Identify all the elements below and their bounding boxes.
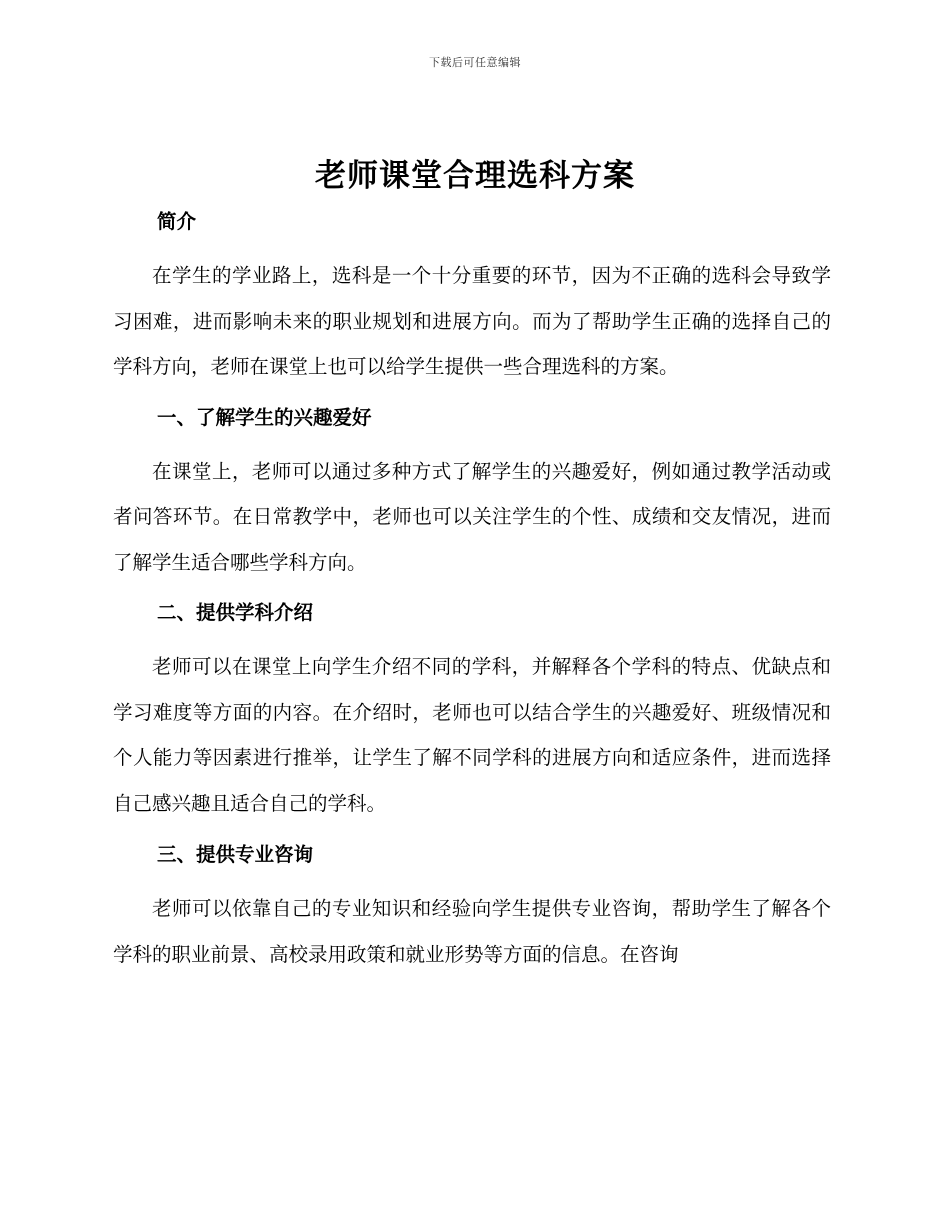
section-heading-professional-consulting: 三、提供专业咨询 bbox=[157, 843, 314, 866]
section-paragraph-professional-consulting: 老师可以依靠自己的专业知识和经验向学生提供专业咨询，帮助学生了解各个学科的职业前景、高校录用政策和就业形势等方面的信息。在咨询 bbox=[113, 897, 831, 966]
section-heading-understand-interests: 一、了解学生的兴趣爱好 bbox=[157, 405, 372, 429]
document-body bbox=[113, 203, 831, 977]
section-paragraph-understand-interests: 在课堂上，老师可以通过多种方式了解学生的兴趣爱好，例如通过教学活动或者问答环节。在日常教学中，老师也可以关注学生的个性、成绩和交友情况，进而了解学生适合哪些学科方向。 bbox=[113, 459, 831, 574]
section-heading-intro: 简介 bbox=[157, 210, 197, 233]
section-heading-subject-introduction: 二、提供学科介绍 bbox=[157, 601, 314, 624]
section-paragraph-subject-introduction: 老师可以在课堂上向学生介绍不同的学科，并解释各个学科的特点、优缺点和学习难度等方面的内容。在介绍时，老师也可以结合学生的兴趣爱好、班级情况和个人能力等因素进行推举，让学生了解不同学科的进展方向和适应条件，进而选择自己感兴趣且适合自己的学科。 bbox=[113, 655, 831, 815]
document-title: 老师课堂合理选科方案 bbox=[315, 158, 635, 194]
section-paragraph-intro: 在学生的学业路上，选科是一个十分重要的环节，因为不正确的选科会导致学习困难，进而影响未来的职业规划和进展方向。而为了帮助学生正确的选择自己的学科方向，老师在课堂上也可以给学生提供一些合理选科的方案。 bbox=[113, 264, 831, 378]
header-note: 下载后可任意编辑 bbox=[429, 56, 521, 69]
